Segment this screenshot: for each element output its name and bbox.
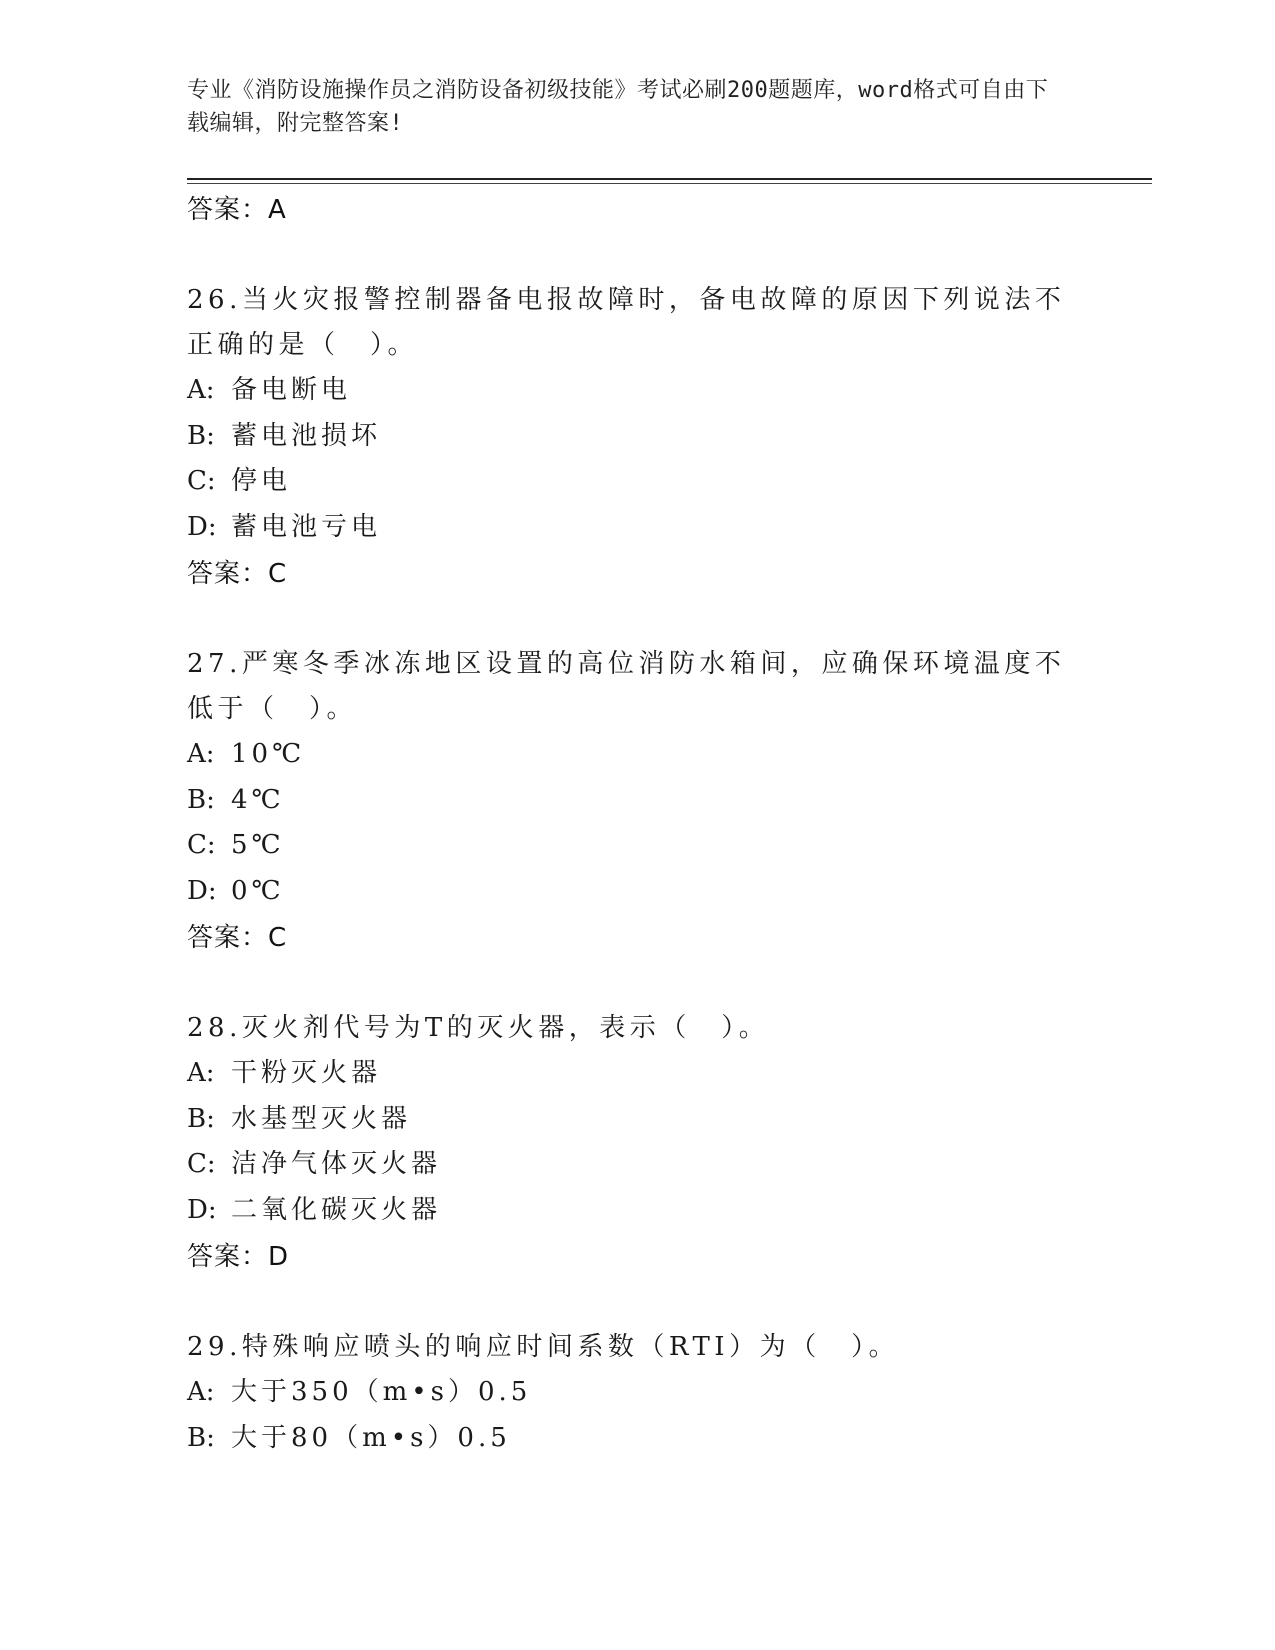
option-key: C: — [187, 1149, 216, 1179]
header-divider-thick — [187, 178, 1152, 180]
option-key: B: — [187, 1422, 215, 1453]
option-text: 干粉灭火器 — [231, 1058, 382, 1088]
question-text: 28.灭火剂代号为T的灭火器，表示（ ）。 — [187, 1013, 770, 1043]
option-key: B: — [187, 784, 215, 815]
question-28 — [187, 1006, 1087, 1277]
option-key: A: — [187, 1058, 215, 1088]
option-key: A: — [187, 739, 215, 769]
option-d — [187, 869, 1087, 915]
option-key: C: — [187, 466, 216, 496]
option-a — [187, 732, 1087, 778]
questions-content — [187, 190, 1087, 1461]
option-key: D: — [187, 875, 217, 906]
option-text: 大于80（m•s）0.5 — [231, 1422, 511, 1453]
question-29 — [187, 1325, 1087, 1461]
option-key: C: — [187, 830, 216, 860]
option-text: 备电断电 — [231, 375, 352, 405]
page-header: 专业《消防设施操作员之消防设备初级技能》考试必刷200题题库，word格式可自由下载编辑，附完整答案! — [187, 78, 1049, 136]
option-a — [187, 1051, 1087, 1097]
option-b — [187, 778, 1087, 824]
option-c — [187, 459, 1087, 505]
option-key: A: — [187, 375, 215, 405]
option-text: 蓄电池亏电 — [231, 511, 382, 542]
option-text: 二氧化碳灭火器 — [231, 1194, 442, 1225]
option-text: 4℃ — [231, 784, 285, 815]
option-text: 停电 — [231, 466, 292, 496]
question-27 — [187, 642, 1087, 958]
option-b — [187, 1416, 1087, 1462]
option-text: 洁净气体灭火器 — [231, 1149, 442, 1179]
option-text: 水基型灭火器 — [231, 1103, 412, 1134]
option-a — [187, 368, 1087, 414]
answer-25: 答案：A — [187, 195, 287, 225]
option-key: D: — [187, 511, 217, 542]
option-c — [187, 823, 1087, 869]
option-key: A: — [187, 1377, 215, 1407]
question-text: 26.当火灾报警控制器备电报故障时，备电故障的原因下列说法不正确的是（ ）。 — [187, 285, 1066, 360]
option-b — [187, 1097, 1087, 1143]
answer-28: 答案：D — [187, 1242, 290, 1272]
option-text: 10℃ — [231, 739, 306, 769]
option-key: D: — [187, 1194, 217, 1225]
option-key: B: — [187, 1103, 215, 1134]
header-divider-thin — [187, 183, 1152, 184]
option-key: B: — [187, 420, 215, 451]
question-text: 29.特殊响应喷头的响应时间系数（RTI）为（ ）。 — [187, 1332, 900, 1362]
option-a — [187, 1370, 1087, 1416]
option-text: 0℃ — [231, 875, 285, 906]
option-b — [187, 414, 1087, 460]
question-text: 27.严寒冬季冰冻地区设置的高位消防水箱间，应确保环境温度不低于（ ）。 — [187, 649, 1066, 724]
answer-26: 答案：C — [187, 559, 288, 589]
answer-27: 答案：C — [187, 923, 288, 953]
option-text: 5℃ — [231, 830, 285, 860]
option-text: 大于350（m•s）0.5 — [231, 1377, 532, 1407]
option-c — [187, 1142, 1087, 1188]
option-d — [187, 1188, 1087, 1234]
question-26 — [187, 278, 1087, 594]
option-d — [187, 505, 1087, 551]
option-text: 蓄电池损坏 — [231, 420, 382, 451]
